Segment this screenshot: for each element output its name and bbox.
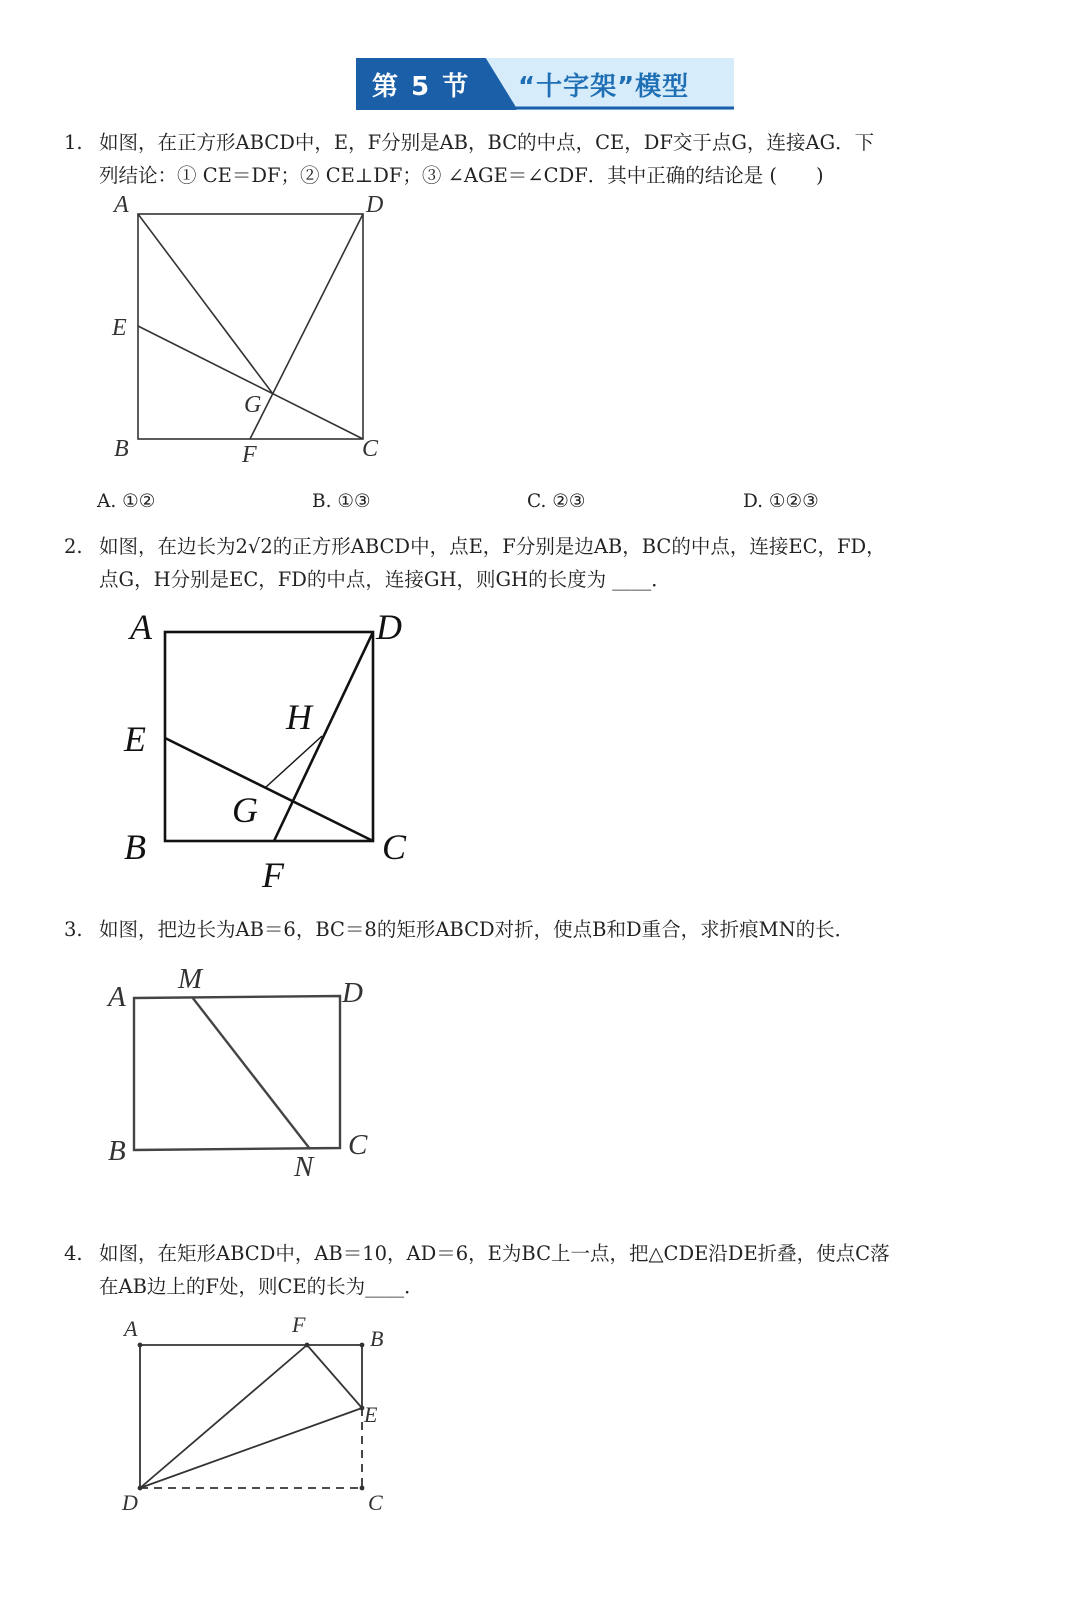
- section-title: “十字架”模型: [518, 72, 690, 102]
- point-a: [138, 1343, 143, 1348]
- label-b: B: [108, 1135, 126, 1167]
- rectangle-solid-sides: [140, 1345, 362, 1488]
- question-line: 如图，在边长为2√2的正方形ABCD中，点E，F分别是边AB，BC的中点，连接EC，FD，: [99, 535, 886, 558]
- label-f: F: [292, 1312, 306, 1337]
- label-e: E: [112, 315, 127, 341]
- label-g: G: [232, 790, 258, 830]
- segment-ce: [138, 326, 363, 439]
- question-line: 点G，H分别是EC，FD的中点，连接GH，则GH的长度为 ____．: [99, 568, 671, 591]
- question-1: [64, 126, 1024, 192]
- point-f: [305, 1343, 310, 1348]
- figure-q3: [100, 960, 390, 1185]
- figure-q1: [100, 190, 430, 475]
- segment-fe: [307, 1345, 362, 1408]
- option-c[interactable]: C. ②③: [527, 491, 586, 512]
- option-b[interactable]: B. ①③: [312, 491, 371, 512]
- question-number: 3.: [64, 918, 83, 941]
- label-b: B: [124, 827, 146, 867]
- question-line: 如图，在矩形ABCD中，AB＝10，AD＝6，E为BC上一点，把△CDE沿DE折叠，使点C落: [99, 1242, 890, 1265]
- square-abcd: [165, 632, 373, 841]
- label-c: C: [348, 1129, 368, 1161]
- question-number: 2.: [64, 535, 83, 558]
- segment-df: [250, 214, 363, 439]
- label-f: F: [242, 442, 257, 468]
- segment-de: [140, 1408, 362, 1488]
- point-d: [138, 1486, 143, 1491]
- label-d: D: [366, 192, 384, 218]
- label-a: A: [108, 981, 126, 1013]
- label-m: M: [178, 963, 203, 995]
- question-2: [64, 530, 1024, 596]
- question-number: 4.: [64, 1242, 83, 1265]
- label-h: H: [286, 697, 312, 737]
- question-4: [64, 1237, 1024, 1303]
- option-d[interactable]: D. ①②③: [743, 491, 819, 512]
- question-3: [64, 913, 1024, 946]
- label-c: C: [362, 436, 379, 462]
- label-d: D: [376, 607, 402, 647]
- label-c: C: [368, 1490, 383, 1515]
- label-d: D: [342, 977, 363, 1009]
- question-line: 如图，把边长为AB＝6，BC＝8的矩形ABCD对折，使点B和D重合，求折痕MN的长．: [99, 918, 855, 941]
- figure-q4: [110, 1310, 410, 1525]
- question-line: 如图，在正方形ABCD中，E，F分别是AB，BC的中点，CE，DF交于点G，连接AG．下: [99, 131, 875, 154]
- label-c: C: [382, 827, 407, 867]
- figure-q2: [110, 605, 430, 895]
- label-a: A: [124, 1316, 138, 1341]
- point-c: [360, 1486, 365, 1491]
- label-e: E: [364, 1402, 378, 1427]
- label-n: N: [294, 1151, 314, 1183]
- label-g: G: [244, 392, 262, 418]
- label-e: E: [124, 719, 146, 759]
- label-a: A: [114, 192, 129, 218]
- section-banner: [356, 58, 734, 110]
- question-text: [99, 1237, 1024, 1303]
- question-text: [99, 913, 1024, 946]
- point-b: [360, 1343, 365, 1348]
- question-number: 1.: [64, 131, 83, 154]
- segment-ec: [165, 738, 373, 841]
- rectangle-abcd: [134, 996, 340, 1150]
- section-number: 第 5 节: [372, 72, 471, 102]
- segment-mn: [192, 997, 310, 1149]
- segment-df: [140, 1345, 307, 1488]
- label-f: F: [262, 855, 284, 895]
- label-b: B: [114, 436, 129, 462]
- question-line: 在AB边上的F处，则CE的长为____．: [99, 1275, 424, 1298]
- segment-ag: [138, 214, 273, 394]
- question-text: [99, 126, 1024, 192]
- label-b: B: [370, 1326, 384, 1351]
- question-line: 列结论：① CE＝DF；② CE⊥DF；③ ∠AGE＝∠CDF．其中正确的结论是 ( ): [99, 164, 824, 187]
- question-text: [99, 530, 1024, 596]
- segment-gh: [266, 736, 322, 787]
- label-d: D: [122, 1490, 138, 1515]
- label-a: A: [130, 607, 152, 647]
- option-a[interactable]: A. ①②: [97, 491, 156, 512]
